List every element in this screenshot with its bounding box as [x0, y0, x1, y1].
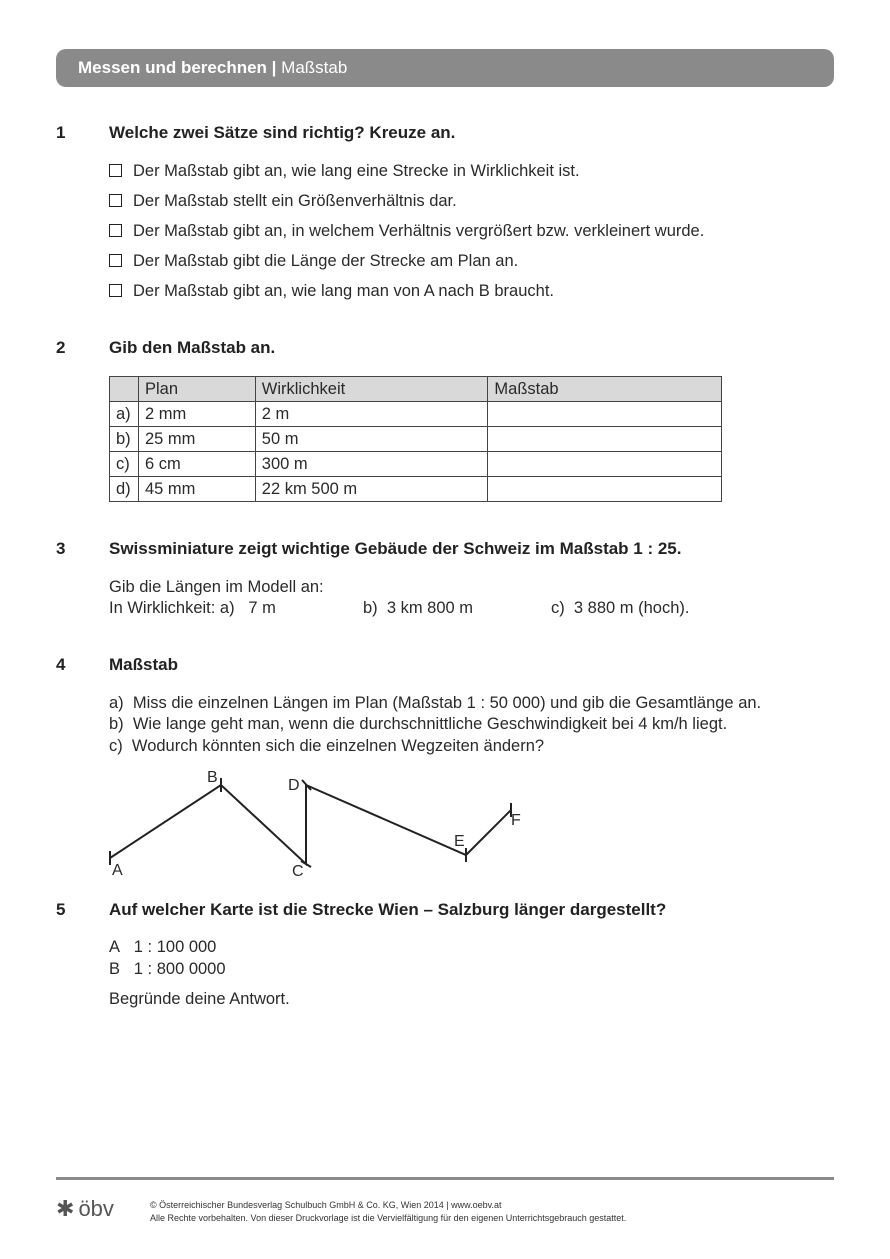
table-row	[110, 402, 722, 427]
header-title: Messen und berechnen | Maßstab	[78, 58, 348, 77]
table-cell: d)	[110, 477, 139, 502]
table-cell: 50 m	[255, 427, 488, 452]
point-label-d: D	[288, 777, 300, 794]
table-cell: 2 mm	[138, 402, 255, 427]
task-5-closing: Begründe deine Antwort.	[109, 990, 290, 1008]
task-1-option-4: Der Maßstab gibt die Länge der Strecke am Plan an.	[109, 252, 518, 271]
checkbox[interactable]	[109, 254, 122, 267]
table-header-cell: Maßstab	[488, 377, 722, 402]
task-1-option-5: Der Maßstab gibt an, wie lang man von A nach B braucht.	[109, 282, 554, 301]
task-4-item-a: a) Miss die einzelnen Längen im Plan (Maßstab 1 : 50 000) und gib die Gesamtlänge an.	[109, 694, 762, 712]
table-cell: 45 mm	[138, 477, 255, 502]
table-cell: 22 km 500 m	[255, 477, 488, 502]
copyright-notice	[150, 1199, 626, 1225]
task-4-item-c: c) Wodurch könnten sich die einzelnen Wegzeiten ändern?	[109, 737, 545, 755]
checkbox[interactable]	[109, 224, 122, 237]
point-label-e: E	[454, 833, 465, 850]
footer-divider	[56, 1177, 834, 1180]
task-3-instruction: Gib die Längen im Modell an:	[109, 578, 324, 596]
header-bar	[56, 49, 834, 87]
publisher-logo: ✱ öbv	[56, 1196, 114, 1221]
task-4-title: Maßstab	[109, 655, 178, 674]
task-5-number: 5	[56, 900, 66, 919]
table-row	[110, 427, 722, 452]
copyright-line-1: © Österreichischer Bundesverlag Schulbuch GmbH & Co. KG, Wien 2014 | www.oebv.at	[150, 1200, 502, 1210]
task-5-option-b: B 1 : 800 0000	[109, 960, 226, 978]
table-cell: a)	[110, 402, 139, 427]
task-3-item-c: c) 3 880 m (hoch).	[551, 599, 690, 617]
task-5-option-a: A 1 : 100 000	[109, 938, 217, 956]
task-1-option-2: Der Maßstab stellt ein Größenverhältnis dar.	[109, 192, 457, 211]
table-header-cell: Plan	[138, 377, 255, 402]
checkbox[interactable]	[109, 284, 122, 297]
task-1-option-3: Der Maßstab gibt an, in welchem Verhältnis vergrößert bzw. verkleinert wurde.	[109, 222, 704, 241]
task-1-number: 1	[56, 123, 66, 142]
table-row	[110, 477, 722, 502]
scale-table	[109, 376, 722, 502]
task-2-number: 2	[56, 338, 66, 357]
task-4-item-b: b) Wie lange geht man, wenn die durchschnittliche Geschwindigkeit bei 4 km/h liegt.	[109, 715, 728, 733]
answer-cell[interactable]	[488, 427, 722, 452]
task-3-item-b: b) 3 km 800 m	[363, 599, 474, 617]
copyright-line-2: Alle Rechte vorbehalten. Von dieser Druckvorlage ist die Vervielfältigung für den eigenen Unterrichtsgebrauch gestattet.	[150, 1213, 627, 1223]
table-cell: 6 cm	[138, 452, 255, 477]
table-header-cell: Wirklichkeit	[255, 377, 488, 402]
point-label-a: A	[112, 862, 123, 879]
task-2-title: Gib den Maßstab an.	[109, 338, 276, 357]
point-label-c: C	[292, 863, 304, 880]
table-cell: 300 m	[255, 452, 488, 477]
logo-star-icon: ✱	[56, 1196, 75, 1221]
task-3-prefix: In Wirklichkeit: a) 7 m	[109, 599, 276, 617]
task-1-option-1: Der Maßstab gibt an, wie lang eine Strecke in Wirklichkeit ist.	[109, 162, 580, 181]
point-label-f: F	[511, 812, 521, 829]
task-3-value-a: 7 m	[248, 599, 276, 617]
task-3-number: 3	[56, 539, 66, 558]
answer-cell[interactable]	[488, 402, 722, 427]
answer-cell[interactable]	[488, 452, 722, 477]
answer-cell[interactable]	[488, 477, 722, 502]
header-topic: Maßstab	[281, 58, 348, 77]
task-4-number: 4	[56, 655, 66, 674]
task-1-title: Welche zwei Sätze sind richtig? Kreuze an.	[109, 123, 456, 142]
table-row	[110, 452, 722, 477]
table-cell: 2 m	[255, 402, 488, 427]
route-path	[110, 785, 511, 864]
table-header-row	[110, 377, 722, 402]
table-cell: c)	[110, 452, 139, 477]
table-cell: 25 mm	[138, 427, 255, 452]
checkbox[interactable]	[109, 194, 122, 207]
task-3-title: Swissminiature zeigt wichtige Gebäude der Schweiz im Maßstab 1 : 25.	[109, 539, 682, 558]
point-label-b: B	[207, 769, 218, 786]
table-cell: b)	[110, 427, 139, 452]
checkbox[interactable]	[109, 164, 122, 177]
table-header-cell	[110, 377, 139, 402]
route-diagram	[100, 765, 540, 883]
task-5-title: Auf welcher Karte ist die Strecke Wien – Salzburg länger dargestellt?	[109, 900, 667, 919]
